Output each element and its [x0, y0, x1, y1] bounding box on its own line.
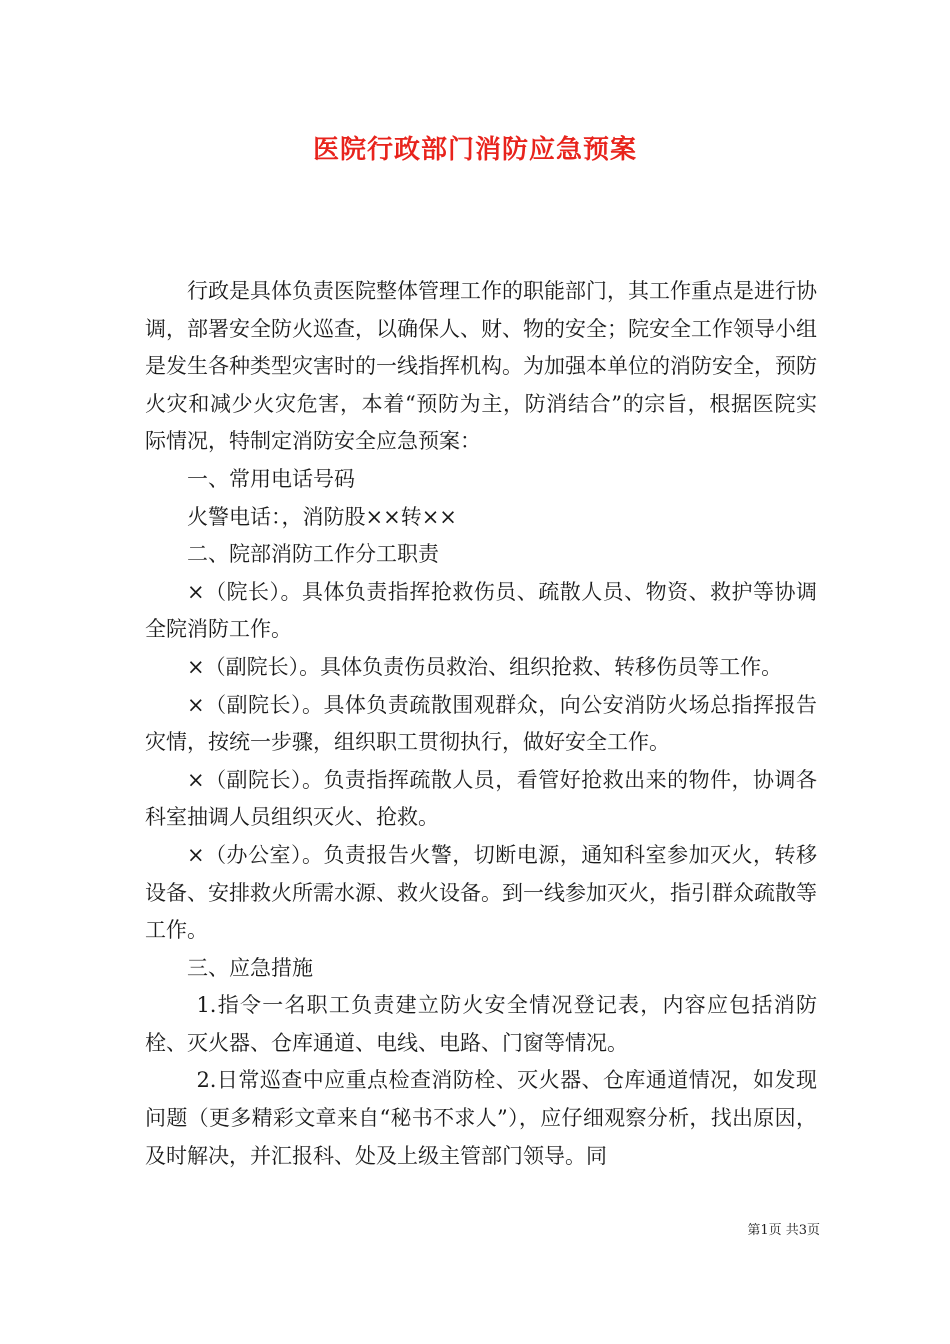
duty-paragraph: ×（副院长）。具体负责伤员救治、组织抢救、转移伤员等工作。 [187, 654, 783, 679]
document-body [145, 273, 817, 1175]
duty-paragraph: ×（副院长）。具体负责疏散围观群众，向公安消防火场总指挥报告灾情，按统一步骤，组织职工贯彻执行，做好安全工作。 [145, 692, 817, 755]
section-heading-duties: 二、院部消防工作分工职责 [187, 542, 439, 567]
intro-paragraph: 行政是具体负责医院整体管理工作的职能部门，其工作重点是进行协调，部署安全防火巡查，以确保人、财、物的安全；院安全工作领导小组是发生各种类型灾害时的一线指挥机构。为加强本单位的消防安全，预防火灾和减少火灾危害，本着“预防为主，防消结合”的宗旨，根据医院实际情况，特制定消防安全应急预案： [145, 279, 817, 454]
duty-paragraph: ×（院长）。具体负责指挥抢救伤员、疏散人员、物资、救护等协调全院消防工作。 [145, 579, 817, 642]
page-number-label: 第1页 共3页 [747, 1223, 820, 1238]
measure-paragraph: 1.指令一名职工负责建立防火安全情况登记表，内容应包括消防栓、灭火器、仓库通道、电线、电路、门窗等情况。 [145, 993, 817, 1055]
document-title: 医院行政部门消防应急预案 [312, 135, 637, 165]
phone-line: 火警电话：，消防股××转×× [187, 504, 457, 529]
duty-paragraph: ×（副院长）。负责指挥疏散人员，看管好抢救出来的物件，协调各科室抽调人员组织灭火、抢救。 [145, 767, 817, 830]
page-number-footer [700, 1219, 820, 1238]
section-heading-phone: 一、常用电话号码 [187, 466, 355, 491]
measure-paragraph: 2.日常巡查中应重点检查消防栓、灭火器、仓库通道情况，如发现问题（更多精彩文章来自“秘书不求人”），应仔细观察分析，找出原因，及时解决，并汇报科、处及上级主管部门领导。同 [145, 1068, 817, 1168]
duty-paragraph: ×（办公室）。负责报告火警，切断电源，通知科室参加灭火，转移设备、安排救火所需水源、救火设备。到一线参加灭火，指引群众疏散等工作。 [145, 842, 817, 943]
section-heading-measures: 三、应急措施 [187, 955, 313, 980]
